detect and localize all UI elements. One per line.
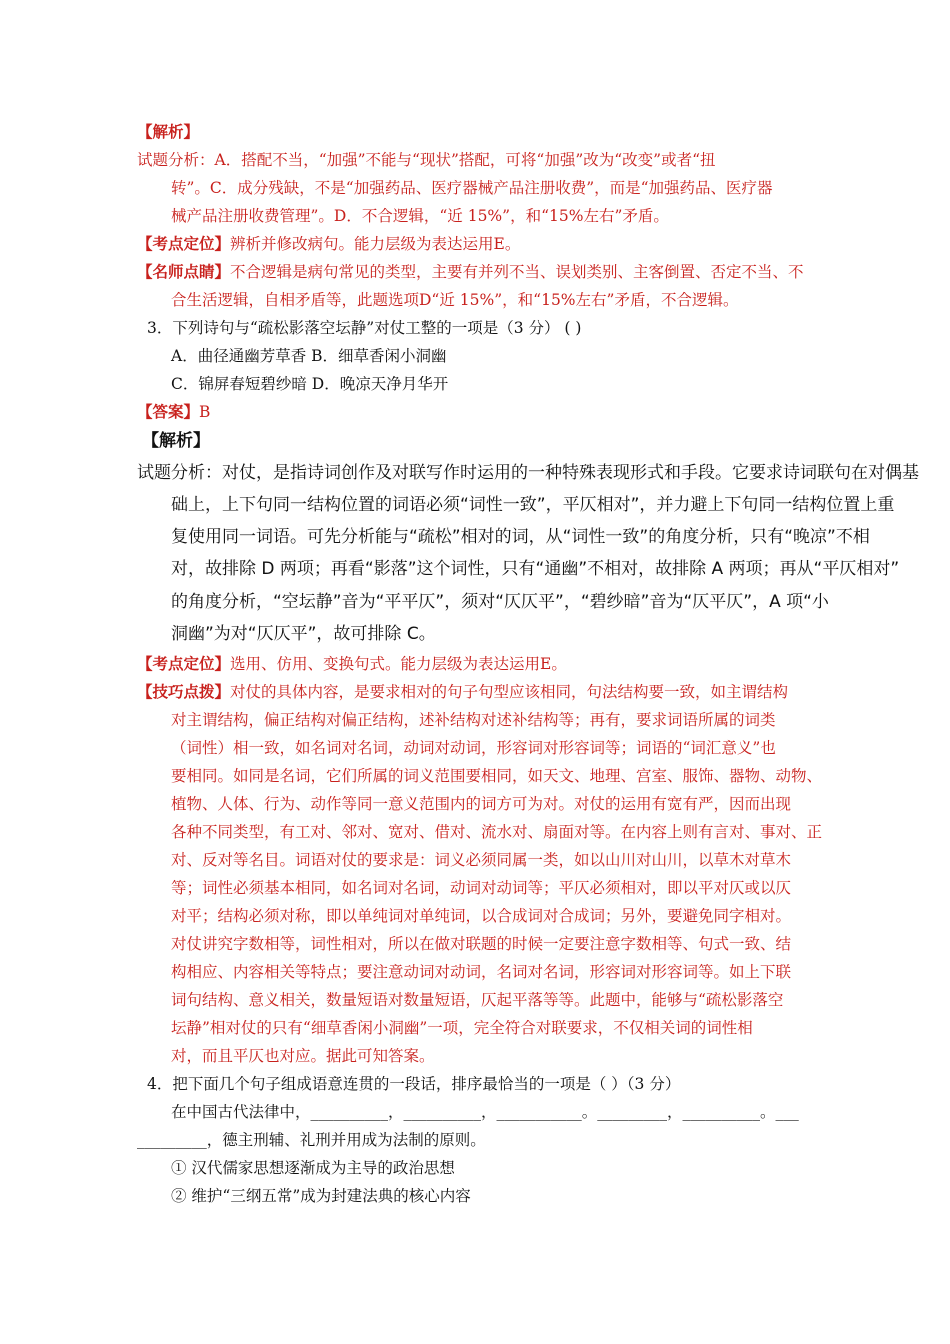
mingshi-row xyxy=(137,260,804,284)
kaodian-tag: 【考点定位】 xyxy=(137,654,231,673)
q4-item: ① 汉代儒家思想逐渐成为主导的政治思想 xyxy=(171,1159,455,1177)
q4-item: ② 维护“三纲五常”成为封建法典的核心内容 xyxy=(171,1187,471,1205)
analysis-line: 洞幽”为对“仄仄平”，故可排除 C。 xyxy=(171,624,436,644)
analysis-line: 转”。C．成分残缺，不是“加强药品、医疗器械产品注册收费”，而是“加强药品、医疗器 xyxy=(171,179,773,197)
analysis-line: 础上，上下句同一结构位置的词语必须“词性一致”，平仄相对”，并力避上下句同一结构位置上重 xyxy=(171,495,895,515)
jiqiao-text: 对主谓结构，偏正结构对偏正结构，述补结构对述补结构等；再有，要求词语所属的词类 xyxy=(171,711,776,729)
jiqiao-text: （词性）相一致，如名词对名词，动词对动词，形容词对形容词等；词语的“词汇意义”也 xyxy=(171,739,776,757)
jiqiao-text: 对平；结构必须对称，即以单纯词对单纯词，以合成词对合成词；另外，要避免同字相对。 xyxy=(171,907,792,925)
mingshi-text: 不合逻辑是病句常见的类型，主要有并列不当、误划类别、主客倒置、否定不当、不 xyxy=(230,263,804,281)
jiqiao-text: 植物、人体、行为、动作等同一意义范围内的词方可为对。对仗的运用有宽有严，因而出现 xyxy=(171,795,792,813)
q3-options: C．锦屏春短碧纱暗 D．晚凉天净月华开 xyxy=(171,375,449,393)
analysis-heading: 【解析】 xyxy=(137,122,200,141)
analysis-line: 试题分析：A．搭配不当，“加强”不能与“现状”搭配，可将“加强”改为“改变”或者“扭 xyxy=(137,151,716,169)
kaodian-text: 辨析并修改病句。能力层级为表达运用E。 xyxy=(230,235,521,253)
kaodian-text: 选用、仿用、变换句式。能力层级为表达运用E。 xyxy=(230,655,567,673)
jiqiao-text: 对仗的具体内容，是要求相对的句子句型应该相同，句法结构要一致，如主谓结构 xyxy=(230,683,789,701)
jiqiao-row xyxy=(137,680,788,704)
analysis-line: 的角度分析，“空坛静”音为“平平仄”，须对“仄仄平”，“碧纱暗”音为“仄平仄”，A 项“小 xyxy=(171,592,829,612)
kaodian-tag: 【考点定位】 xyxy=(137,234,231,253)
analysis-line: 械产品注册收费管理”。D．不合逻辑，“近 15%”，和“15%左右”矛盾。 xyxy=(171,207,669,225)
kaodian-row xyxy=(137,232,520,256)
jiqiao-tag: 【技巧点拨】 xyxy=(137,682,231,701)
q3-options: A．曲径通幽芳草香 B．细草香闲小洞幽 xyxy=(171,347,447,365)
analysis-line: 对，故排除 D 两项；再看“影落”这个词性，只有“通幽”不相对，故排除 A 两项；再从“平仄相对” xyxy=(171,559,900,579)
analysis-line: 复使用同一词语。可先分析能与“疏松”相对的词，从“词性一致”的角度分析，只有“晚凉”不相 xyxy=(171,527,870,547)
q4-passage-line: 在中国古代法律中，__________，__________，___________。_________，__________。___ xyxy=(171,1103,799,1121)
jiqiao-text: 各种不同类型，有工对、邻对、宽对、借对、流水对、扇面对等。在内容上则有言对、事对、正 xyxy=(171,823,823,841)
jiqiao-text: 要相同。如同是名词，它们所属的词义范围要相同，如天文、地理、宫室、服饰、器物、动物、 xyxy=(171,767,823,785)
jiqiao-text: 对，而且平仄也对应。据此可知答案。 xyxy=(171,1047,435,1065)
mingshi-text: 合生活逻辑，自相矛盾等，此题选项D“近 15%”，和“15%左右”矛盾，不合逻辑。 xyxy=(171,291,739,309)
analysis-heading: 【解析】 xyxy=(142,431,210,451)
q4-stem: 4．把下面几个句子组成语意连贯的一段话，排序最恰当的一项是（ ）（3 分） xyxy=(147,1075,681,1093)
q3-stem: 3．下列诗句与“疏松影落空坛静”对仗工整的一项是（3 分） ( ) xyxy=(147,319,582,337)
answer-tag: 【答案】 xyxy=(137,402,200,421)
answer-row xyxy=(137,400,210,424)
q4-passage-line: _________，德主刑辅、礼刑并用成为法制的原则。 xyxy=(137,1131,486,1149)
jiqiao-text: 对、反对等名目。词语对仗的要求是：词义必须同属一类，如以山川对山川，以草木对草木 xyxy=(171,851,792,869)
mingshi-tag: 【名师点睛】 xyxy=(137,262,231,281)
answer-value: B xyxy=(199,403,211,421)
jiqiao-text: 坛静”相对仗的只有“细草香闲小洞幽”一项，完全符合对联要求，不仅相关词的词性相 xyxy=(171,1019,753,1037)
jiqiao-text: 词句结构、意义相关，数量短语对数量短语，仄起平落等等。此题中，能够与“疏松影落空 xyxy=(171,991,784,1009)
jiqiao-text: 构相应、内容相关等特点；要注意动词对动词，名词对名词，形容词对形容词等。如上下联 xyxy=(171,963,792,981)
jiqiao-text: 等；词性必须基本相同，如名词对名词，动词对动词等；平仄必须相对，即以平对仄或以仄 xyxy=(171,879,792,897)
kaodian-row xyxy=(137,652,567,676)
jiqiao-text: 对仗讲究字数相等，词性相对，所以在做对联题的时候一定要注意字数相等、句式一致、结 xyxy=(171,935,792,953)
analysis-line: 试题分析：对仗，是指诗词创作及对联写作时运用的一种特殊表现形式和手段。它要求诗词联句在对偶基 xyxy=(137,463,919,483)
